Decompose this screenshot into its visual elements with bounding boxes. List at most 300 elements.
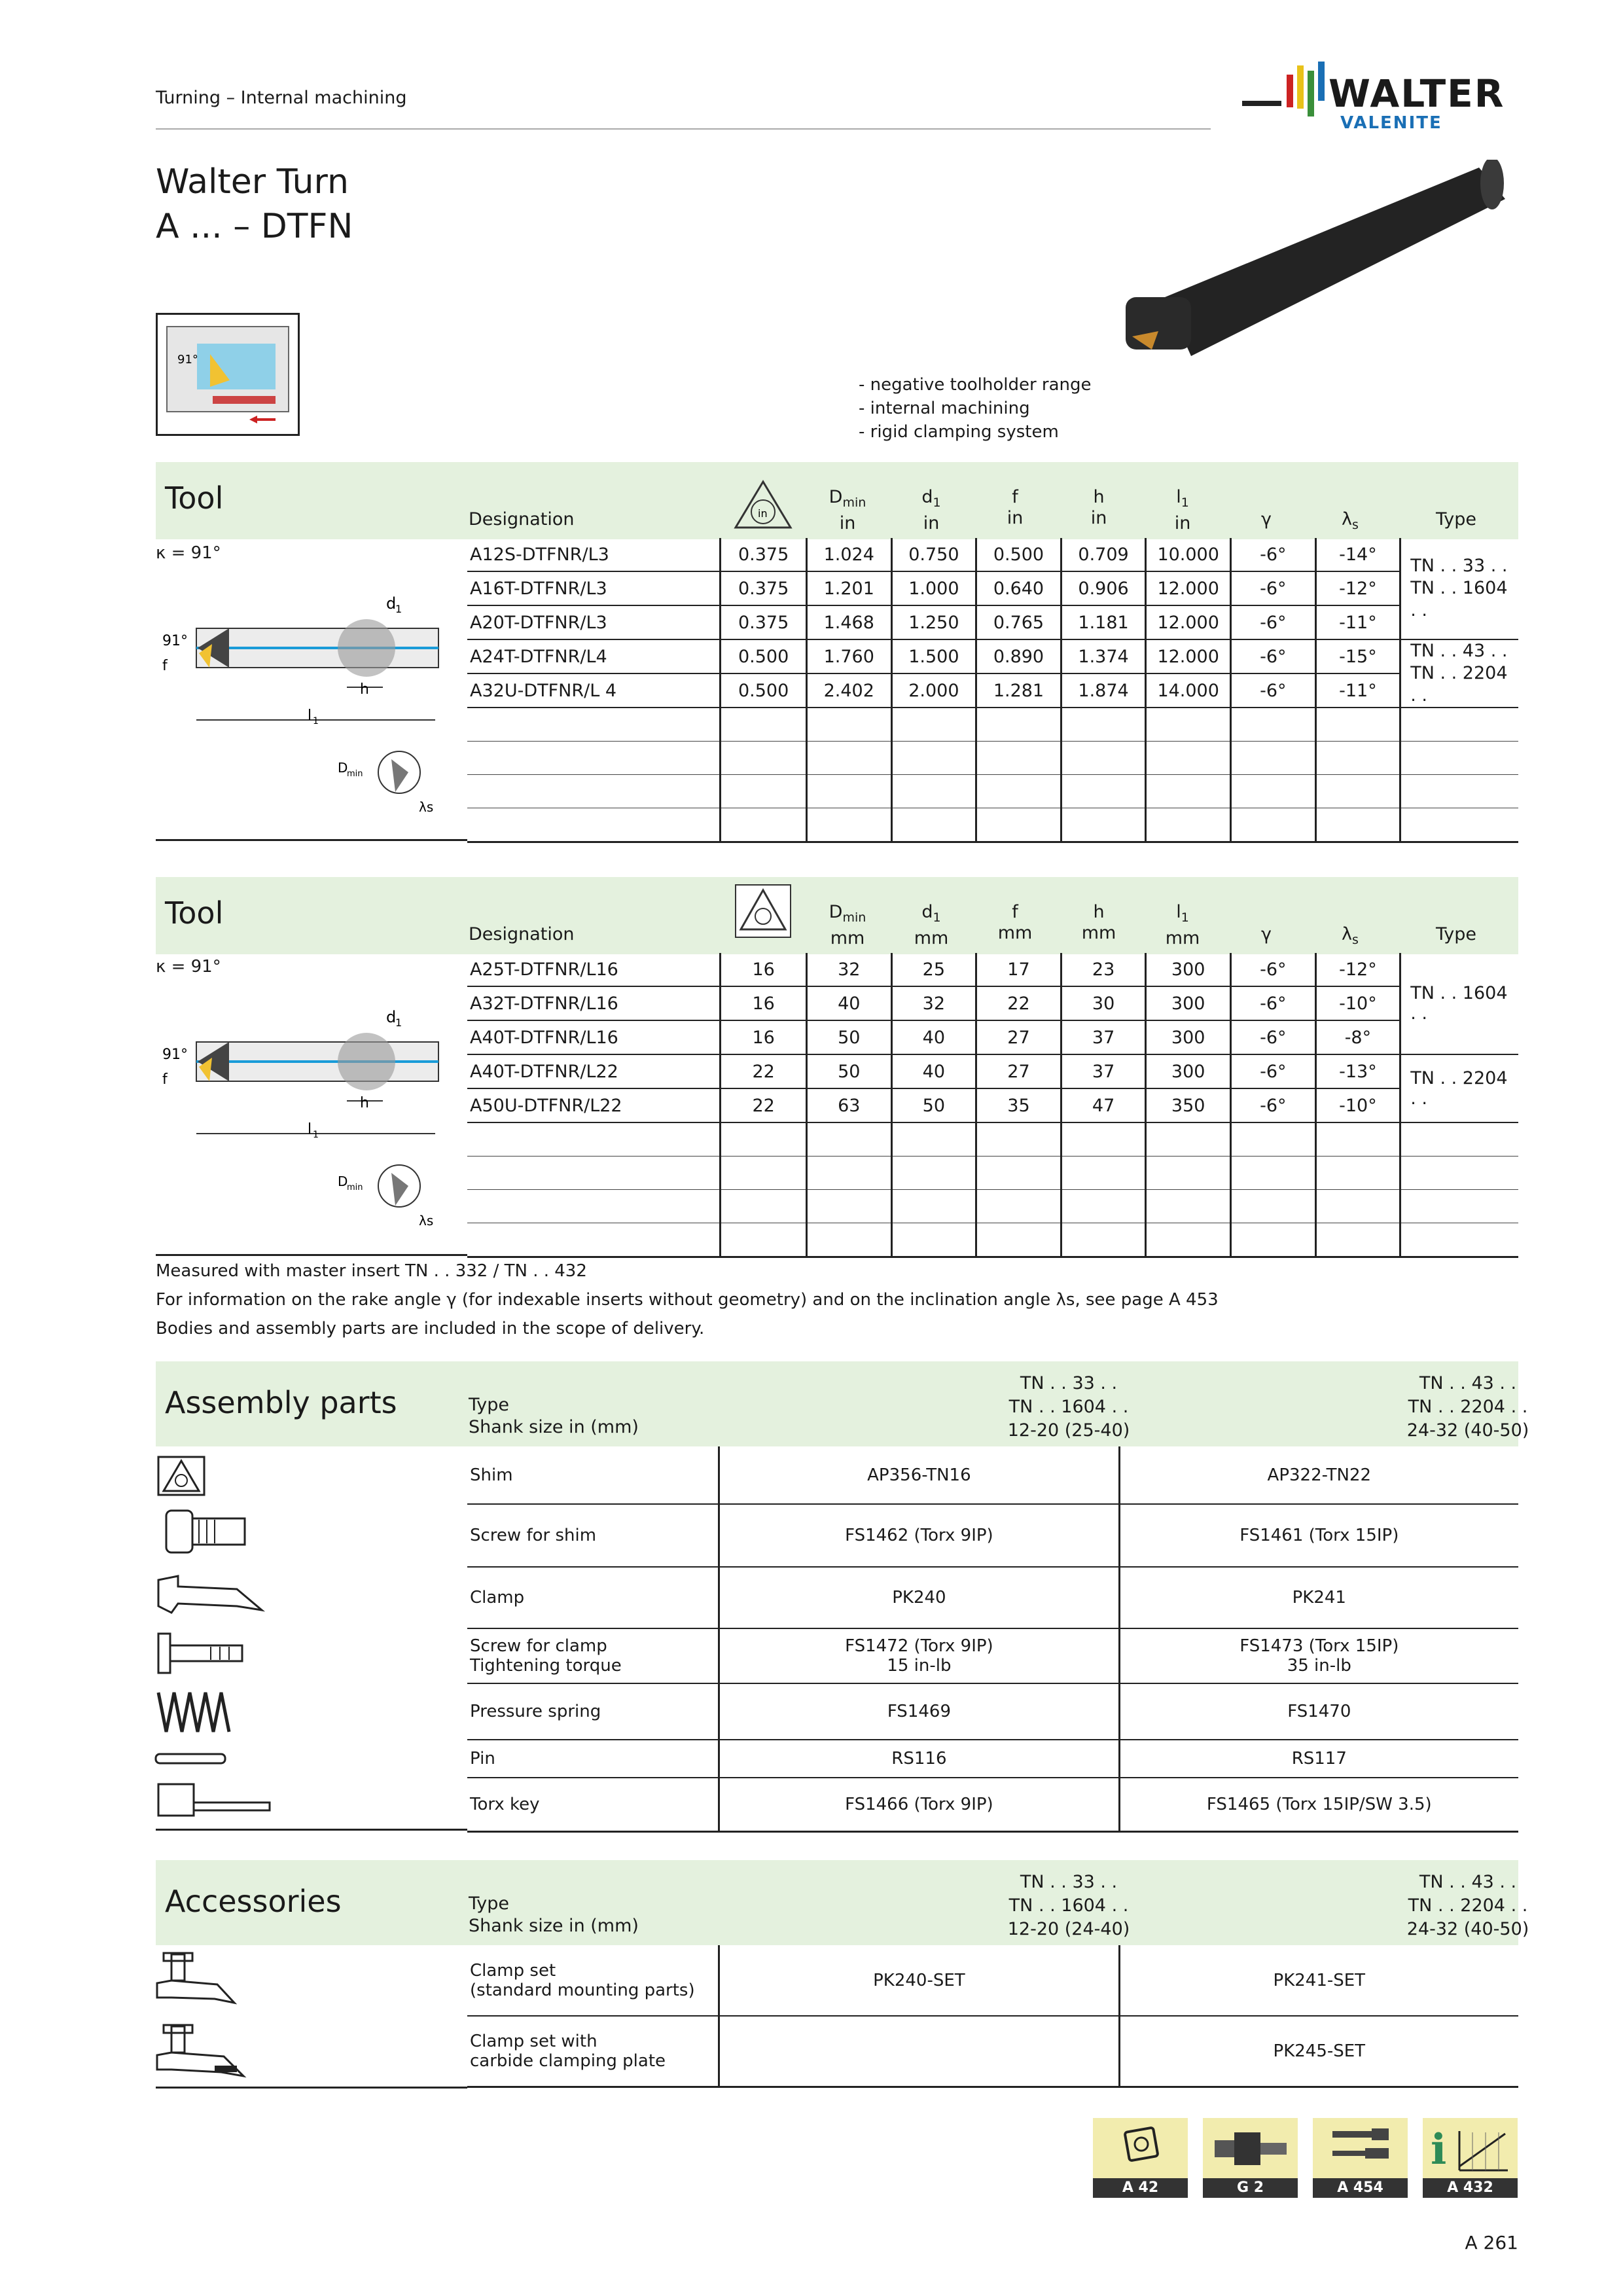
col-lambda-sub: s bbox=[1352, 518, 1359, 532]
col-unit: mm bbox=[914, 928, 949, 948]
insert-ic-icon bbox=[732, 478, 794, 533]
col-f bbox=[972, 487, 1058, 529]
l1-cell: 350 bbox=[1146, 1088, 1231, 1122]
designation-cell: A40T-DTFNR/L22 bbox=[467, 1054, 721, 1088]
svg-text:in: in bbox=[758, 507, 768, 520]
table-row bbox=[467, 571, 1518, 605]
part-name: Pin bbox=[470, 1749, 495, 1768]
part-name: Clamp set with bbox=[470, 2031, 597, 2051]
clamp-icon bbox=[152, 1567, 270, 1622]
col-d1-sub: 1 bbox=[933, 910, 941, 925]
section-title: Accessories bbox=[165, 1884, 342, 1919]
part-label bbox=[467, 1628, 719, 1683]
header-line: TN . . 1604 . . bbox=[1008, 1397, 1129, 1417]
d1-cell: 2.000 bbox=[891, 673, 976, 708]
header-line: 24-32 (40-50) bbox=[1406, 1919, 1529, 1939]
header-line: TN . . 33 . . bbox=[1020, 1373, 1118, 1393]
part-code: AP356-TN16 bbox=[867, 1465, 971, 1485]
type-line: TN . . 1604 . . bbox=[1410, 578, 1508, 620]
f-cell: 0.890 bbox=[976, 639, 1061, 673]
type-cell: TN . . 2204 . . bbox=[1400, 1054, 1518, 1122]
empty-row bbox=[467, 1190, 1518, 1223]
table-row bbox=[467, 1740, 1518, 1778]
d1-cell: 32 bbox=[891, 986, 976, 1020]
spare-parts-icon bbox=[1313, 2118, 1408, 2178]
part-value bbox=[719, 1567, 1119, 1628]
type-line: TN . . 43 . . bbox=[1410, 641, 1508, 661]
table-row bbox=[467, 1088, 1518, 1122]
lambda-cell: -11° bbox=[1315, 605, 1400, 639]
col-l1-label: l bbox=[1176, 487, 1181, 507]
designation-cell: A32T-DTFNR/L16 bbox=[467, 986, 721, 1020]
gamma-cell: -6° bbox=[1230, 986, 1315, 1020]
title-line-1: Walter Turn bbox=[156, 162, 349, 202]
walter-logo bbox=[1242, 62, 1520, 134]
col-type: Type bbox=[1435, 924, 1476, 944]
feature-item: - negative toolholder range bbox=[859, 375, 1092, 395]
insert-triangle-icon bbox=[732, 881, 794, 946]
l1-cell: 300 bbox=[1146, 953, 1231, 986]
h-cell: 37 bbox=[1061, 1054, 1146, 1088]
part-value bbox=[719, 1504, 1119, 1567]
type-shank-labels bbox=[469, 1893, 639, 1937]
table-row bbox=[467, 1054, 1518, 1088]
col-l1-sub: 1 bbox=[1181, 910, 1189, 925]
notes bbox=[156, 1257, 1219, 1343]
table-row bbox=[467, 986, 1518, 1020]
ic-cell: 0.500 bbox=[721, 639, 807, 673]
section-header: Turning – Internal machining bbox=[156, 88, 407, 108]
col-h bbox=[1056, 902, 1141, 944]
col-l1 bbox=[1140, 902, 1225, 949]
part-value bbox=[1119, 1567, 1518, 1628]
svg-text:1: 1 bbox=[395, 603, 402, 615]
logo-brand: WALTER bbox=[1329, 71, 1505, 116]
col-unit: mm bbox=[997, 923, 1033, 943]
col-unit: in bbox=[1007, 508, 1024, 528]
svg-text:min: min bbox=[347, 1183, 363, 1193]
part-value bbox=[719, 1740, 1119, 1778]
part-value bbox=[1119, 1683, 1518, 1740]
part-code: FS1469 bbox=[887, 1702, 951, 1721]
d1-cell: 0.750 bbox=[891, 538, 976, 571]
col-unit: mm bbox=[830, 928, 865, 948]
col-lambda-sub: s bbox=[1352, 933, 1359, 947]
screw-for-shim-icon bbox=[160, 1505, 251, 1560]
internal-turning-icon bbox=[158, 315, 298, 434]
page-ref-g2[interactable]: G 2 bbox=[1203, 2178, 1298, 2198]
assembly-header bbox=[156, 1361, 1529, 1446]
full-width-rule bbox=[156, 1254, 467, 1256]
col-d1-label: d bbox=[921, 902, 933, 922]
section-title: Tool bbox=[165, 480, 224, 516]
part-code: PK245-SET bbox=[1273, 2041, 1366, 2061]
part-value bbox=[1119, 1740, 1518, 1778]
h-cell: 30 bbox=[1061, 986, 1146, 1020]
h-cell: 47 bbox=[1061, 1088, 1146, 1122]
svg-text:1: 1 bbox=[313, 716, 319, 726]
dmin-cell: 32 bbox=[806, 953, 891, 986]
empty-row bbox=[467, 1223, 1518, 1257]
header-line: TN . . 1604 . . bbox=[1008, 1895, 1129, 1916]
f-cell: 1.281 bbox=[976, 673, 1061, 708]
f-cell: 0.640 bbox=[976, 571, 1061, 605]
shank-label: Shank size in (mm) bbox=[469, 1417, 639, 1437]
svg-text:i: i bbox=[1431, 2125, 1447, 2174]
toolholder-image bbox=[1113, 160, 1518, 376]
type-label: Type bbox=[469, 1893, 510, 1914]
d1-cell: 40 bbox=[891, 1020, 976, 1054]
f-cell: 27 bbox=[976, 1020, 1061, 1054]
header-line: TN . . 2204 . . bbox=[1408, 1895, 1528, 1916]
tool-table-inch bbox=[467, 538, 1518, 843]
empty-row bbox=[467, 742, 1518, 775]
col-unit: in bbox=[839, 513, 856, 533]
table-row bbox=[467, 639, 1518, 673]
shim-icon bbox=[152, 1449, 211, 1501]
table-row bbox=[467, 605, 1518, 639]
table-row bbox=[467, 1446, 1518, 1504]
page-ref-a454[interactable]: A 454 bbox=[1313, 2178, 1408, 2198]
part-code: AP322-TN22 bbox=[1267, 1465, 1372, 1485]
page-ref-a432[interactable]: A 432 bbox=[1423, 2178, 1518, 2198]
part-label bbox=[467, 2016, 719, 2087]
part-code: FS1472 (Torx 9IP) bbox=[845, 1636, 993, 1656]
ic-cell: 0.375 bbox=[721, 571, 807, 605]
f-cell: 27 bbox=[976, 1054, 1061, 1088]
ic-cell: 16 bbox=[721, 953, 807, 986]
empty-row bbox=[467, 708, 1518, 742]
col-type: Type bbox=[1435, 509, 1476, 529]
svg-text:91°: 91° bbox=[177, 353, 198, 367]
l1-cell: 10.000 bbox=[1146, 538, 1231, 571]
col-l1 bbox=[1140, 487, 1225, 534]
part-value bbox=[1119, 1778, 1518, 1831]
svg-text:d: d bbox=[386, 1008, 397, 1026]
lambda-cell: -10° bbox=[1315, 986, 1400, 1020]
f-cell: 0.500 bbox=[976, 538, 1061, 571]
type-line: TN . . 2204 . . bbox=[1410, 663, 1508, 706]
designation-cell: A12S-DTFNR/L3 bbox=[467, 538, 721, 571]
col-f-label: f bbox=[1012, 902, 1018, 922]
designation-cell: A32U-DTFNR/L 4 bbox=[467, 673, 721, 708]
col-unit: mm bbox=[1081, 923, 1116, 943]
part-code: PK240 bbox=[892, 1588, 946, 1607]
col-h-label: h bbox=[1093, 487, 1105, 507]
gamma-cell: -6° bbox=[1230, 538, 1315, 571]
header-line: TN . . 43 . . bbox=[1419, 1373, 1517, 1393]
part-name: Pressure spring bbox=[470, 1702, 601, 1721]
part-name: Screw for shim bbox=[470, 1526, 597, 1545]
part-value bbox=[1119, 2016, 1518, 2087]
type-cell bbox=[1400, 639, 1518, 708]
table-row bbox=[467, 1504, 1518, 1567]
h-cell: 1.181 bbox=[1061, 605, 1146, 639]
header-rule bbox=[156, 128, 1211, 130]
empty-row bbox=[467, 808, 1518, 842]
dmin-cell: 63 bbox=[806, 1088, 891, 1122]
toolholder-dimension-drawing bbox=[157, 576, 452, 825]
insert-icon bbox=[1093, 2118, 1188, 2178]
screw-for-clamp-icon bbox=[152, 1628, 270, 1681]
assembly-table bbox=[467, 1446, 1518, 1833]
gamma-cell: -6° bbox=[1230, 639, 1315, 673]
application-diagram bbox=[156, 313, 300, 436]
col-dmin-sub: min bbox=[842, 910, 866, 925]
header-line: 12-20 (24-40) bbox=[1007, 1919, 1130, 1939]
h-cell: 37 bbox=[1061, 1020, 1146, 1054]
col-lambda-label: λ bbox=[1342, 509, 1353, 529]
col-gamma: γ bbox=[1261, 924, 1272, 944]
page-number: A 261 bbox=[1465, 2232, 1518, 2253]
type-cell: TN . . 1604 . . bbox=[1400, 953, 1518, 1054]
header-line: TN . . 33 . . bbox=[1020, 1872, 1118, 1892]
f-cell: 22 bbox=[976, 986, 1061, 1020]
part-label bbox=[467, 1567, 719, 1628]
empty-row bbox=[467, 1157, 1518, 1190]
ic-cell: 22 bbox=[721, 1088, 807, 1122]
table-row bbox=[467, 1945, 1518, 2016]
col-l1-label: l bbox=[1176, 902, 1181, 922]
dmin-cell: 1.760 bbox=[806, 639, 891, 673]
ic-cell: 16 bbox=[721, 986, 807, 1020]
col-d1 bbox=[889, 902, 974, 949]
svg-text:λs: λs bbox=[419, 799, 434, 815]
ic-cell: 0.375 bbox=[721, 538, 807, 571]
part-label bbox=[467, 1778, 719, 1831]
designation-cell: A25T-DTFNR/L16 bbox=[467, 953, 721, 986]
col-header-1 bbox=[869, 1372, 1268, 1443]
l1-cell: 12.000 bbox=[1146, 605, 1231, 639]
kappa-label: κ = 91° bbox=[156, 957, 221, 977]
boring-bar-icon bbox=[1113, 160, 1518, 376]
part-torque: 35 in-lb bbox=[1287, 1656, 1351, 1676]
title-line-2: A ... – DTFN bbox=[156, 207, 353, 246]
table-row bbox=[467, 1683, 1518, 1740]
gamma-cell: -6° bbox=[1230, 571, 1315, 605]
part-label bbox=[467, 1945, 719, 2016]
svg-text:f: f bbox=[162, 1071, 168, 1088]
svg-text:f: f bbox=[162, 658, 168, 674]
torx-key-icon bbox=[152, 1778, 276, 1826]
lambda-cell: -13° bbox=[1315, 1054, 1400, 1088]
col-dmin bbox=[805, 487, 890, 534]
empty-row bbox=[467, 1122, 1518, 1157]
lambda-cell: -14° bbox=[1315, 538, 1400, 571]
part-value bbox=[1119, 1628, 1518, 1683]
lambda-cell: -12° bbox=[1315, 953, 1400, 986]
part-value bbox=[1119, 1504, 1518, 1567]
col-lambda bbox=[1308, 509, 1393, 535]
col-f-label: f bbox=[1012, 487, 1018, 507]
part-label bbox=[467, 1683, 719, 1740]
gamma-cell: -6° bbox=[1230, 953, 1315, 986]
note-line: For information on the rake angle γ (for indexable inserts without geometry) and on the inclination angle λs, see page A 453 bbox=[156, 1290, 1219, 1310]
kappa-label: κ = 91° bbox=[156, 543, 221, 563]
table-row bbox=[467, 673, 1518, 708]
part-label bbox=[467, 1740, 719, 1778]
designation-cell: A24T-DTFNR/L4 bbox=[467, 639, 721, 673]
full-width-rule bbox=[156, 1829, 467, 1831]
part-code: FS1473 (Torx 15IP) bbox=[1240, 1636, 1399, 1656]
svg-text:d: d bbox=[386, 594, 397, 613]
part-torque: 15 in-lb bbox=[887, 1656, 952, 1676]
col-unit: mm bbox=[1165, 928, 1200, 948]
clamp-set-carbide-icon bbox=[152, 2022, 250, 2084]
lambda-cell: -10° bbox=[1315, 1088, 1400, 1122]
d1-cell: 25 bbox=[891, 953, 976, 986]
tool-drawing bbox=[157, 990, 452, 1238]
part-value bbox=[719, 1446, 1119, 1504]
gamma-cell: -6° bbox=[1230, 1054, 1315, 1088]
type-cell bbox=[1400, 538, 1518, 639]
part-code: RS117 bbox=[1291, 1749, 1347, 1768]
insert-ref-box[interactable] bbox=[1093, 2118, 1188, 2178]
pressure-spring-icon bbox=[152, 1686, 237, 1741]
tool-adapter-icon bbox=[1203, 2118, 1298, 2178]
d1-cell: 1.000 bbox=[891, 571, 976, 605]
part-code: PK240-SET bbox=[873, 1970, 965, 1990]
part-name-2: carbide clamping plate bbox=[470, 2051, 666, 2071]
gamma-cell: -6° bbox=[1230, 1020, 1315, 1054]
header-line: TN . . 43 . . bbox=[1419, 1872, 1517, 1892]
col-d1-sub: 1 bbox=[933, 495, 941, 510]
ic-cell: 22 bbox=[721, 1054, 807, 1088]
part-value bbox=[719, 2016, 1119, 2087]
d1-cell: 50 bbox=[891, 1088, 976, 1122]
l1-cell: 300 bbox=[1146, 1054, 1231, 1088]
part-code: FS1461 (Torx 15IP) bbox=[1240, 1526, 1399, 1545]
accessories-table bbox=[467, 1945, 1518, 2088]
part-code: RS116 bbox=[891, 1749, 947, 1768]
ic-cell: 0.375 bbox=[721, 605, 807, 639]
pin-icon bbox=[152, 1749, 230, 1771]
full-width-rule bbox=[156, 2087, 467, 2089]
accessories-header bbox=[156, 1860, 1529, 1945]
info-icon bbox=[1423, 2118, 1518, 2178]
table-row bbox=[467, 1628, 1518, 1683]
spare-parts-ref-box[interactable] bbox=[1313, 2118, 1408, 2178]
table-row bbox=[467, 1778, 1518, 1831]
page-ref-a42[interactable]: A 42 bbox=[1093, 2178, 1188, 2198]
l1-cell: 300 bbox=[1146, 986, 1231, 1020]
header-line: 12-20 (25-40) bbox=[1007, 1420, 1130, 1441]
note-line: Measured with master insert TN . . 332 / TN . . 432 bbox=[156, 1261, 587, 1281]
f-cell: 0.765 bbox=[976, 605, 1061, 639]
h-cell: 23 bbox=[1061, 953, 1146, 986]
clamp-set-icon bbox=[152, 1950, 237, 2012]
part-name-2: Tightening torque bbox=[470, 1656, 622, 1676]
shank-label: Shank size in (mm) bbox=[469, 1916, 639, 1936]
part-name: Screw for clamp bbox=[470, 1636, 607, 1656]
h-cell: 0.709 bbox=[1061, 538, 1146, 571]
part-name: Shim bbox=[470, 1465, 513, 1485]
dmin-cell: 40 bbox=[806, 986, 891, 1020]
col-gamma: γ bbox=[1261, 509, 1272, 529]
h-cell: 1.874 bbox=[1061, 673, 1146, 708]
l1-cell: 14.000 bbox=[1146, 673, 1231, 708]
col-designation: Designation bbox=[469, 924, 575, 944]
svg-text:91°: 91° bbox=[162, 1047, 188, 1063]
col-unit: in bbox=[1174, 513, 1191, 533]
l1-cell: 300 bbox=[1146, 1020, 1231, 1054]
feature-item: - rigid clamping system bbox=[859, 422, 1059, 442]
svg-text:D: D bbox=[338, 760, 348, 776]
part-name: Clamp set bbox=[470, 1960, 556, 1981]
table-row bbox=[467, 953, 1518, 986]
table-row bbox=[467, 1020, 1518, 1054]
col-dmin-label: D bbox=[829, 487, 843, 507]
lambda-cell: -11° bbox=[1315, 673, 1400, 708]
part-label bbox=[467, 1446, 719, 1504]
part-code: FS1466 (Torx 9IP) bbox=[845, 1794, 993, 1814]
tool-table-mm bbox=[467, 953, 1518, 1258]
logo-sub: VALENITE bbox=[1340, 113, 1442, 133]
col-f bbox=[972, 902, 1058, 944]
table-row bbox=[467, 2016, 1518, 2087]
dmin-cell: 1.468 bbox=[806, 605, 891, 639]
toolholder-dimension-drawing bbox=[157, 990, 452, 1238]
gamma-cell: -6° bbox=[1230, 605, 1315, 639]
designation-cell: A50U-DTFNR/L22 bbox=[467, 1088, 721, 1122]
lambda-cell: -15° bbox=[1315, 639, 1400, 673]
part-value bbox=[719, 1683, 1119, 1740]
header-line: 24-32 (40-50) bbox=[1406, 1420, 1529, 1441]
svg-text:1: 1 bbox=[313, 1130, 319, 1140]
svg-text:l: l bbox=[308, 1121, 312, 1138]
part-label bbox=[467, 1504, 719, 1567]
ic-cell: 16 bbox=[721, 1020, 807, 1054]
page-title bbox=[156, 160, 353, 249]
part-code: FS1465 (Torx 15IP/SW 3.5) bbox=[1206, 1794, 1432, 1814]
col-d1 bbox=[889, 487, 974, 534]
l1-cell: 12.000 bbox=[1146, 639, 1231, 673]
col-unit: in bbox=[923, 513, 940, 533]
header-line: TN . . 2204 . . bbox=[1408, 1397, 1528, 1417]
adapter-ref-box[interactable] bbox=[1203, 2118, 1298, 2178]
section-title: Assembly parts bbox=[165, 1385, 397, 1420]
info-ref-box[interactable] bbox=[1423, 2118, 1518, 2178]
h-cell: 0.906 bbox=[1061, 571, 1146, 605]
svg-text:91°: 91° bbox=[162, 633, 188, 649]
table-row bbox=[467, 538, 1518, 571]
feature-item: - internal machining bbox=[859, 399, 1030, 418]
note-line: Bodies and assembly parts are included in the scope of delivery. bbox=[156, 1319, 705, 1338]
dmin-cell: 50 bbox=[806, 1054, 891, 1088]
col-dmin-sub: min bbox=[842, 495, 866, 510]
col-dmin-label: D bbox=[829, 902, 843, 922]
designation-cell: A16T-DTFNR/L3 bbox=[467, 571, 721, 605]
empty-row bbox=[467, 775, 1518, 808]
part-value bbox=[1119, 1945, 1518, 2016]
dmin-cell: 2.402 bbox=[806, 673, 891, 708]
part-value bbox=[1119, 1446, 1518, 1504]
full-width-rule bbox=[156, 839, 467, 841]
f-cell: 35 bbox=[976, 1088, 1061, 1122]
col-h bbox=[1056, 487, 1141, 529]
part-code: PK241-SET bbox=[1273, 1970, 1366, 1990]
col-l1-sub: 1 bbox=[1181, 495, 1189, 510]
dmin-cell: 1.201 bbox=[806, 571, 891, 605]
col-designation: Designation bbox=[469, 509, 575, 529]
svg-text:1: 1 bbox=[395, 1016, 402, 1029]
gamma-cell: -6° bbox=[1230, 673, 1315, 708]
part-name: Clamp bbox=[470, 1588, 525, 1607]
part-name: Torx key bbox=[470, 1794, 540, 1814]
type-shank-labels bbox=[469, 1394, 639, 1439]
col-dmin bbox=[805, 902, 890, 949]
gamma-cell: -6° bbox=[1230, 1088, 1315, 1122]
